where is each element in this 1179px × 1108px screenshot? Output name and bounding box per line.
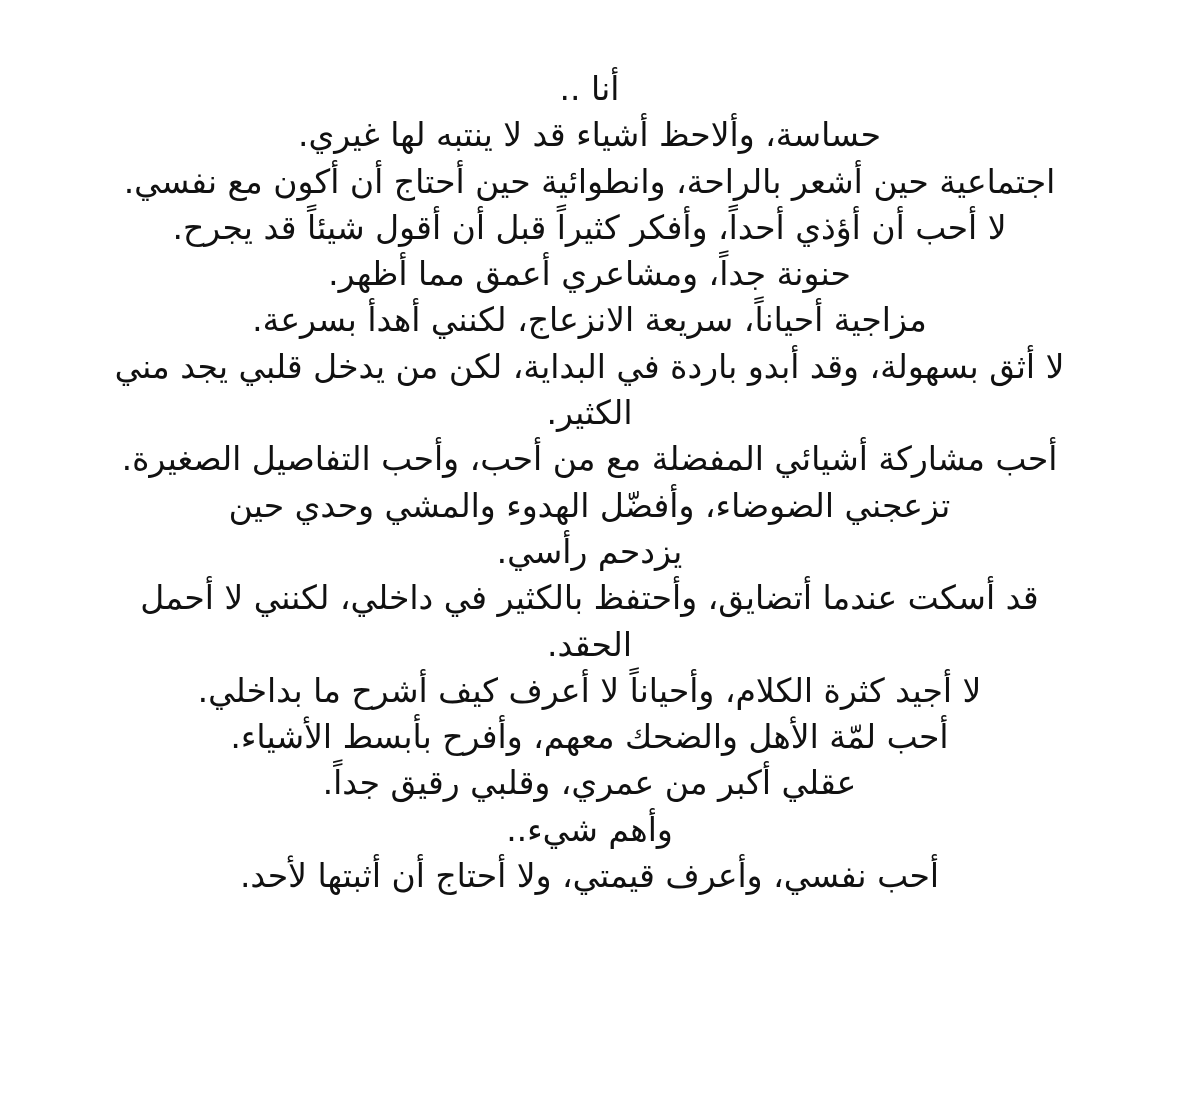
poem-text <box>50 66 1129 899</box>
text-line: لا أحب أن أؤذي أحداً، وأفكر كثيراً قبل أن أقول شيئاً قد يجرح. <box>172 207 1007 247</box>
text-line: حنونة جداً، ومشاعري أعمق مما أظهر. <box>328 254 851 294</box>
text-line: الكثير. <box>546 393 633 433</box>
text-line: لا أجيد كثرة الكلام، وأحياناً لا أعرف كيف أشرح ما بداخلي. <box>197 670 982 710</box>
text-line: أنا .. <box>559 69 620 108</box>
text-line: مزاجية أحياناً، سريعة الانزعاج، لكنني أهدأ بسرعة. <box>252 300 927 340</box>
text-line: أحب مشاركة أشيائي المفضلة مع من أحب، وأحب التفاصيل الصغيرة. <box>121 439 1058 479</box>
text-line: أحب نفسي، وأعرف قيمتي، ولا أحتاج أن أثبتها لأحد. <box>239 856 940 896</box>
text-line: اجتماعية حين أشعر بالراحة، وانطوائية حين أحتاج أن أكون مع نفسي. <box>123 161 1056 201</box>
text-line: وأهم شيء.. <box>506 809 673 849</box>
text-line: يزدحم رأسي. <box>496 531 683 571</box>
text-line: حساسة، وألاحظ أشياء قد لا ينتبه لها غيري. <box>297 115 882 155</box>
text-line: الحقد. <box>546 624 633 664</box>
text-line: عقلي أكبر من عمري، وقلبي رقيق جداً. <box>322 763 857 803</box>
text-line: لا أثق بسهولة، وقد أبدو باردة في البداية، لكن من يدخل قلبي يجد مني <box>114 346 1065 386</box>
text-line: أحب لمّة الأهل والضحك معهم، وأفرح بأبسط الأشياء. <box>230 717 949 757</box>
text-line: تزعجني الضوضاء، وأفضّل الهدوء والمشي وحدي حين <box>228 485 951 525</box>
text-line: قد أسكت عندما أتضايق، وأحتفظ بالكثير في داخلي، لكنني لا أحمل <box>140 578 1039 618</box>
